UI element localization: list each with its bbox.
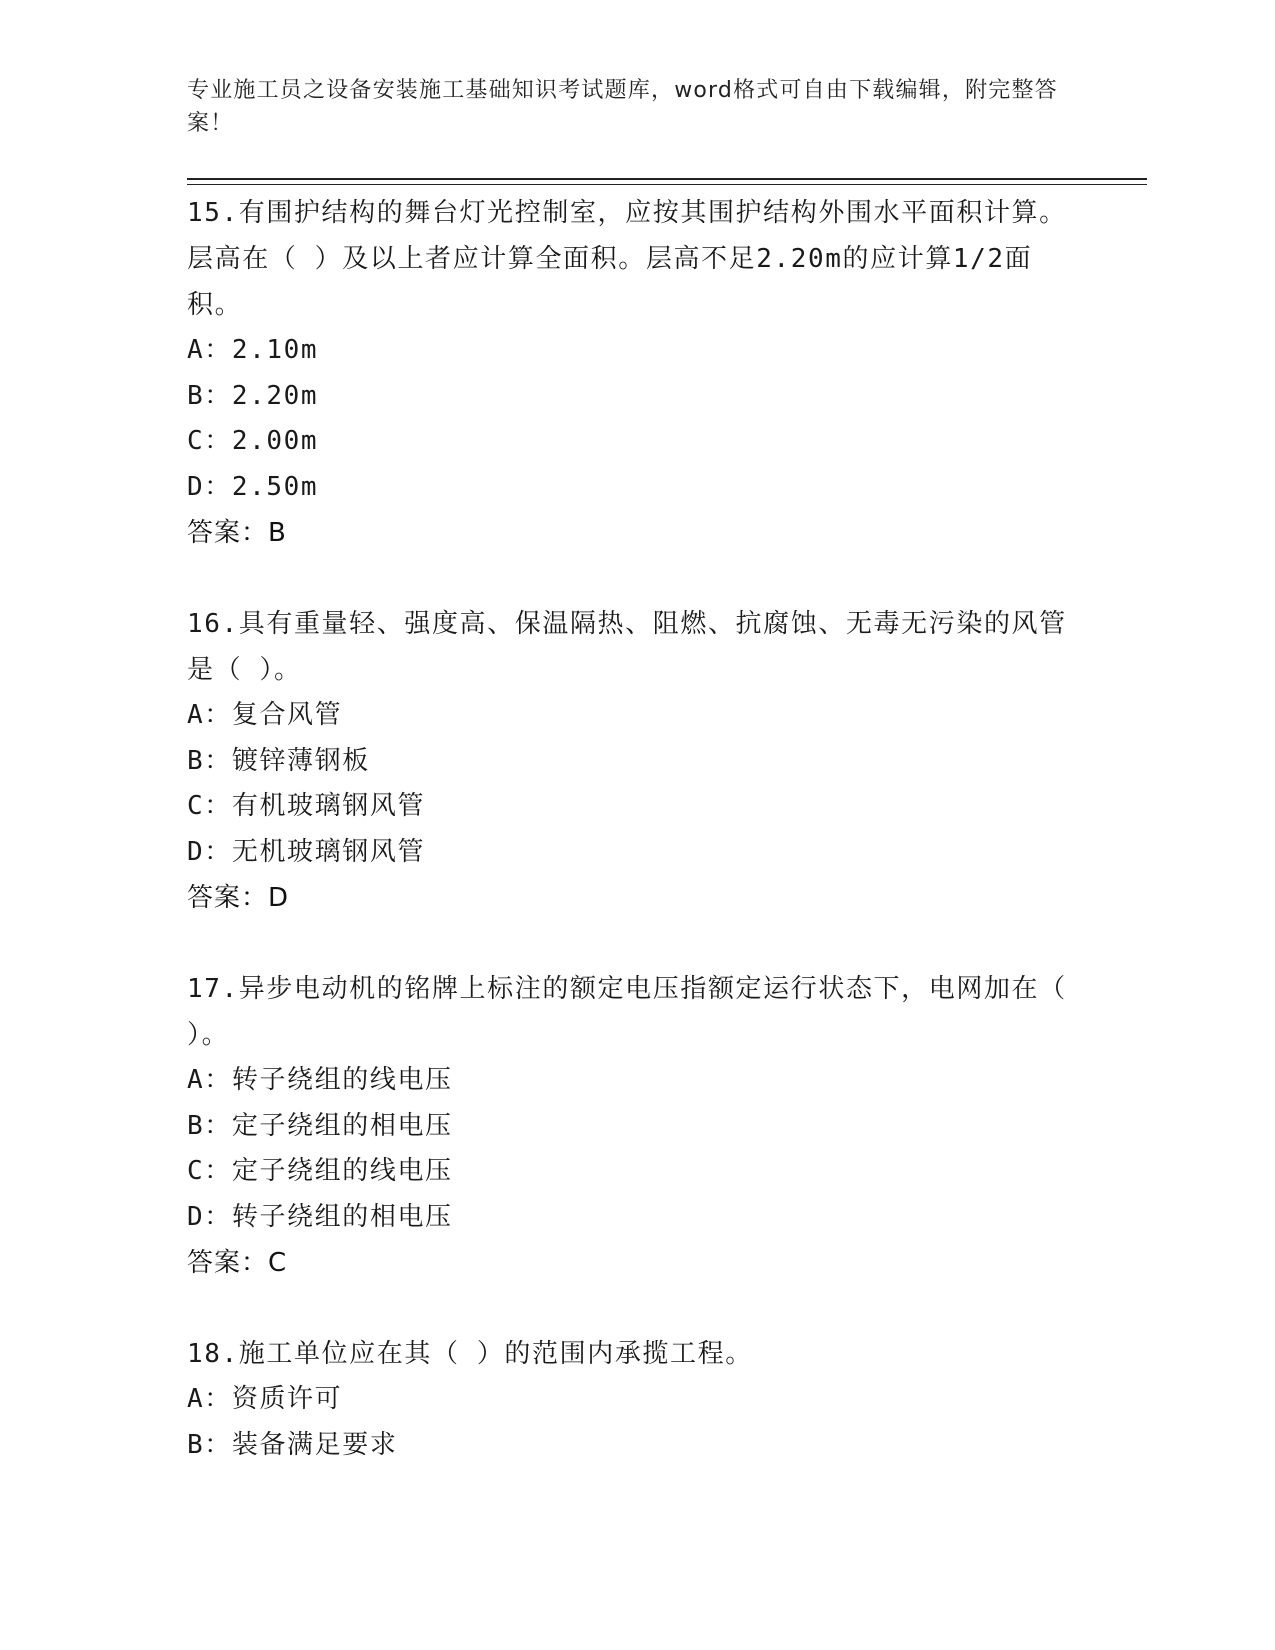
option-a: A：转子绕组的线电压 (187, 1065, 453, 1095)
question-stem: 15.有围护结构的舞台灯光控制室，应按其围护结构外围水平面积计算。层高在（ ）及以上者应计算全面积。层高不足2.20m的应计算1/2面积。 (187, 198, 1067, 320)
question-stem: 17.异步电动机的铭牌上标注的额定电压指额定运行状态下，电网加在（ ）。 (187, 974, 1067, 1050)
option-d: D：转子绕组的相电压 (187, 1201, 453, 1232)
answer-line: 答案：B (187, 518, 287, 548)
answer-line: 答案：C (187, 1248, 288, 1278)
option-c: C：有机玻璃钢风管 (187, 791, 426, 821)
option-b: B：装备满足要求 (187, 1429, 398, 1460)
answer-line: 答案：D (187, 883, 290, 913)
option-b: B：定子绕组的相电压 (187, 1110, 453, 1141)
header-divider-thick (187, 178, 1147, 180)
question-list (187, 190, 1087, 1468)
question-17 (187, 966, 1087, 1286)
option-d: D：无机玻璃钢风管 (187, 836, 426, 867)
option-c: C：2.00m (187, 426, 319, 456)
question-spacer (187, 1286, 1087, 1331)
option-d: D：2.50m (187, 471, 319, 502)
question-spacer (187, 921, 1087, 966)
header-divider-thin (187, 184, 1147, 185)
option-b: B：2.20m (187, 380, 319, 411)
option-c: C：定子绕组的线电压 (187, 1156, 453, 1186)
option-list (187, 1377, 1087, 1468)
question-15 (187, 190, 1087, 556)
option-a: A：2.10m (187, 335, 319, 365)
question-spacer (187, 556, 1087, 601)
document-header: 专业施工员之设备安装施工基础知识考试题库，word格式可自由下载编辑，附完整答案！ (187, 78, 1058, 136)
option-list (187, 693, 1087, 875)
question-stem: 18.施工单位应在其（ ）的范围内承揽工程。 (187, 1339, 753, 1369)
option-list (187, 1058, 1087, 1240)
question-16 (187, 601, 1087, 921)
question-18 (187, 1331, 1087, 1468)
question-stem: 16.具有重量轻、强度高、保温隔热、阻燃、抗腐蚀、无毒无污染的风管是（ ）。 (187, 609, 1067, 685)
option-a: A：资质许可 (187, 1384, 343, 1414)
option-b: B：镀锌薄钢板 (187, 745, 370, 776)
option-a: A：复合风管 (187, 700, 343, 730)
option-list (187, 328, 1087, 510)
